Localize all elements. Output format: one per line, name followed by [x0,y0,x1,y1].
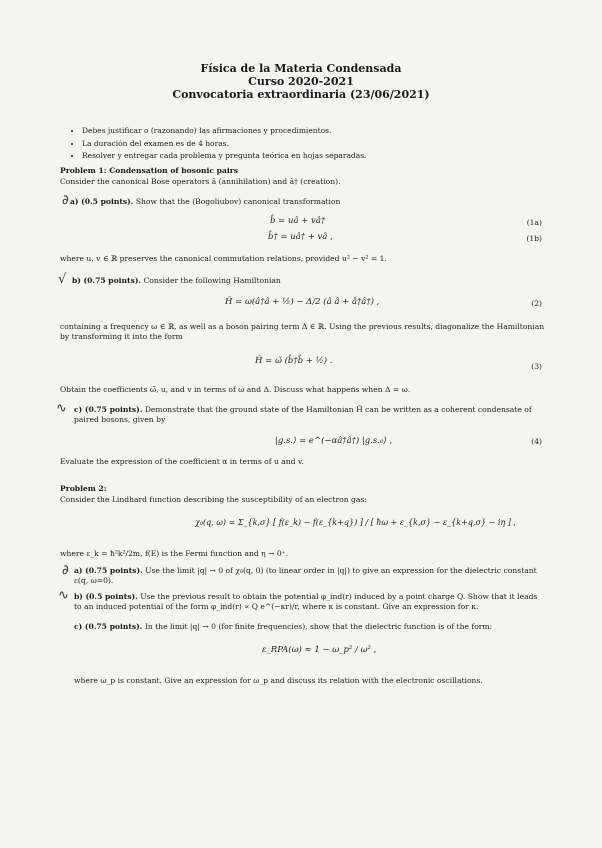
equation-3: Ĥ = ω̃ (b̂†b̂ + ½) . [255,356,333,366]
handwritten-mark: √ [58,272,67,287]
part-label: c) (0.75 points). [74,622,143,631]
problem1-intro: Consider the canonical Bose operators â (annihilation) and â† (creation). [60,177,341,186]
course-year: Curso 2020-2021 [248,75,354,88]
equation-6: ε_RPA(ω) ≈ 1 − ω_p² / ω² , [262,645,377,655]
exam-session: Convocatoria extraordinaria (23/06/2021) [172,88,430,101]
instruction-item: • La duración del examen es de 4 horas. [82,138,552,151]
equation-4: |g.s.⟩ = e^(−αâ†â†) |g.s.₀⟩ , [275,436,393,446]
equation-1b: b̂† = uâ† + vâ , [268,232,333,242]
equation-number: (1a) [526,218,542,227]
equation-number: (4) [531,437,542,446]
problem2-part-b [74,592,544,612]
problem2-title: Problem 2: [60,484,107,493]
equation-2: Ĥ = ω(â†â + ½) − Δ/2 (â â + â†â†) , [225,297,380,307]
part-label: b) (0.5 points). [74,592,138,601]
problem1-part-c [74,405,544,425]
part-label: a) (0.5 points). [70,197,134,206]
problem2-intro: Consider the Lindhard function describing the susceptibility of an electron gas: [60,495,367,504]
equation-number: (1b) [526,234,542,243]
handwritten-mark: ∂ [62,193,69,208]
equation-number: (2) [531,299,542,308]
part-text: Use the previous result to obtain the potential φ_ind(r) induced by a point charge Q. Show that it leads to an induced potential of the form φ_ind(r) ∝ Q e^(−κr)/r, where κ is constant. Give an expression for κ. [74,592,538,611]
instructions-list [70,125,552,163]
problem1-part-b [72,276,552,286]
problem1-part-a [70,197,550,207]
problem2-intro-after: where ε_k = ħ²k²/2m, f(E) is the Fermi function and η → 0⁺. [60,549,289,558]
part-text: Use the limit |q| → 0 of χ₀(q, 0) (to linear order in |q|) to give an expression for the dielectric constant ε(q, ω=0). [74,566,537,585]
instruction-item: • Resolver y entregar cada problema y pregunta teórica en hojas separadas. [82,150,552,163]
handwritten-mark: ∿ [56,401,67,416]
handwritten-mark: ∿ [58,588,69,603]
problem1-b-after: containing a frequency ω ∈ ℝ, as well as a boson pairing term Δ ∈ ℝ. Using the previous results, diagonalize the Hamiltonian by transforming it into the form [60,322,545,341]
part-text: Show that the (Bogoliubov) canonical transformation [135,197,341,206]
problem2-c-after: where ω_p is constant. Give an expression for ω_p and discuss its relation with the electronic oscillations. [74,676,483,685]
problem2-part-c [74,622,544,632]
problem1-b-after2: Obtain the coefficients ω̃, u, and v in terms of ω and Δ. Discuss what happens when Δ = ω. [60,385,411,394]
handwritten-mark: ∂ [62,563,69,578]
instruction-item: • Debes justificar o (razonando) las afirmaciones y procedimientos. [82,125,552,138]
course-title: Física de la Materia Condensada [200,62,402,75]
problem1-a-after: where u, v ∈ ℝ preserves the canonical commutation relations, provided u² − v² = 1. [60,254,387,263]
part-label: b) (0.75 points). [72,276,142,285]
equation-number: (3) [531,362,542,371]
part-label: a) (0.75 points). [74,566,143,575]
part-text: Consider the following Hamiltonian [143,276,281,285]
equation-1a: b̂ = uâ + vâ† [270,216,326,226]
problem2-part-a [74,566,544,586]
part-text: In the limit |q| → 0 (for finite frequencies), show that the dielectric function is of the form: [144,622,493,631]
part-text: Demonstrate that the ground state of the Hamiltonian Ĥ can be written as a coherent condensate of paired bosons, given by [74,405,532,424]
equation-5: χ₀(q, ω) = Σ_{k,σ} [ f(ε_k) − f(ε_{k+q}) ] / [ ħω + ε_{k,σ} − ε_{k+q,σ} − iη ] , [195,518,516,527]
problem1-title: Problem 1: Condensation of bosonic pairs [60,166,239,175]
part-label: c) (0.75 points). [74,405,143,414]
problem1-c-after: Evaluate the expression of the coefficient α in terms of u and v. [60,457,304,466]
